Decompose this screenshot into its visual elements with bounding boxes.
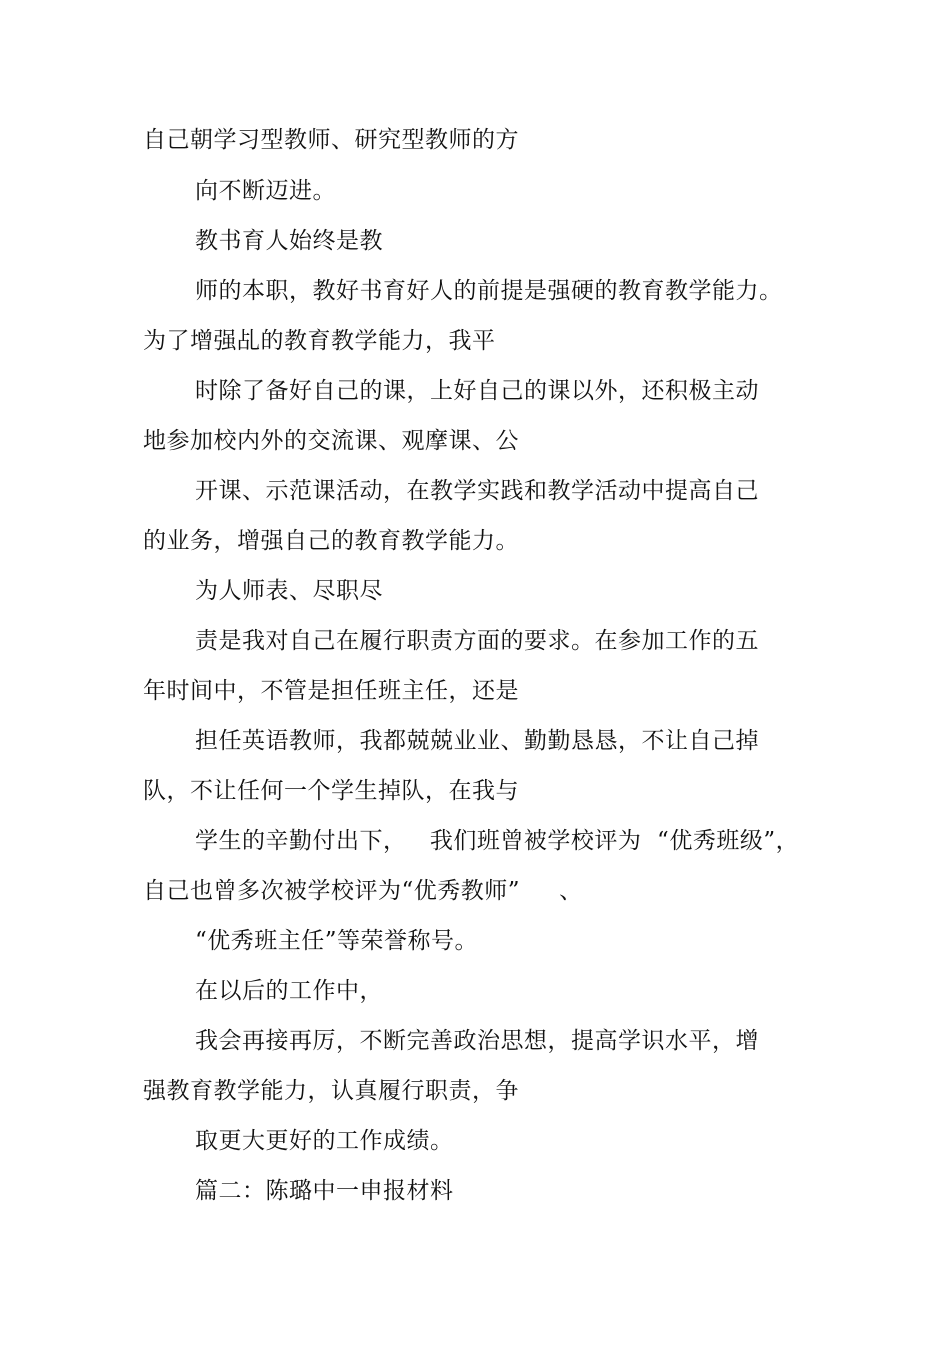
text-line: 教书育人始终是教 — [195, 228, 383, 254]
text-line: 时除了备好自己的课，上好自己的课以外，还积极主动 — [195, 378, 759, 404]
text-line: 队，不让任何一个学生掉队，在我与 — [143, 778, 519, 804]
text-line: 我会再接再厉，不断完善政治思想，提高学识水平，增 — [195, 1028, 759, 1054]
text-line: 向不断迈进。 — [195, 178, 336, 204]
section-heading: 篇二：陈璐中一申报材料 — [195, 1178, 454, 1204]
text-line: 取更大更好的工作成绩。 — [195, 1128, 454, 1154]
text-line: 自己也曾多次被学校评为“优秀教师” 、 — [143, 878, 583, 904]
text-line: 强教育教学能力，认真履行职责，争 — [143, 1078, 519, 1104]
text-line: “优秀班主任”等荣誉称号。 — [195, 928, 479, 954]
text-line: 责是我对自己在履行职责方面的要求。在参加工作的五 — [195, 628, 759, 654]
text-line: 的业务，增强自己的教育教学能力。 — [143, 528, 519, 554]
text-line: 年时间中，不管是担任班主任，还是 — [143, 678, 519, 704]
text-line: 师的本职，教好书育好人的前提是强硬的教育教学能力。 — [195, 278, 783, 304]
text-line: 担任英语教师，我都兢兢业业、勤勤恳恳，不让自己掉 — [195, 728, 759, 754]
text-line: 为人师表、尽职尽 — [195, 578, 383, 604]
text-line: 地参加校内外的交流课、观摩课、公 — [143, 428, 519, 454]
text-line: 学生的辛勤付出下， 我们班曾被学校评为 “优秀班级”， — [195, 828, 800, 854]
text-line: 开课、示范课活动，在教学实践和教学活动中提高自己 — [195, 478, 759, 504]
text-line: 在以后的工作中， — [195, 978, 383, 1004]
text-line: 自己朝学习型教师、研究型教师的方 — [143, 127, 519, 153]
text-line: 为了增强乩的教育教学能力，我平 — [143, 328, 496, 354]
